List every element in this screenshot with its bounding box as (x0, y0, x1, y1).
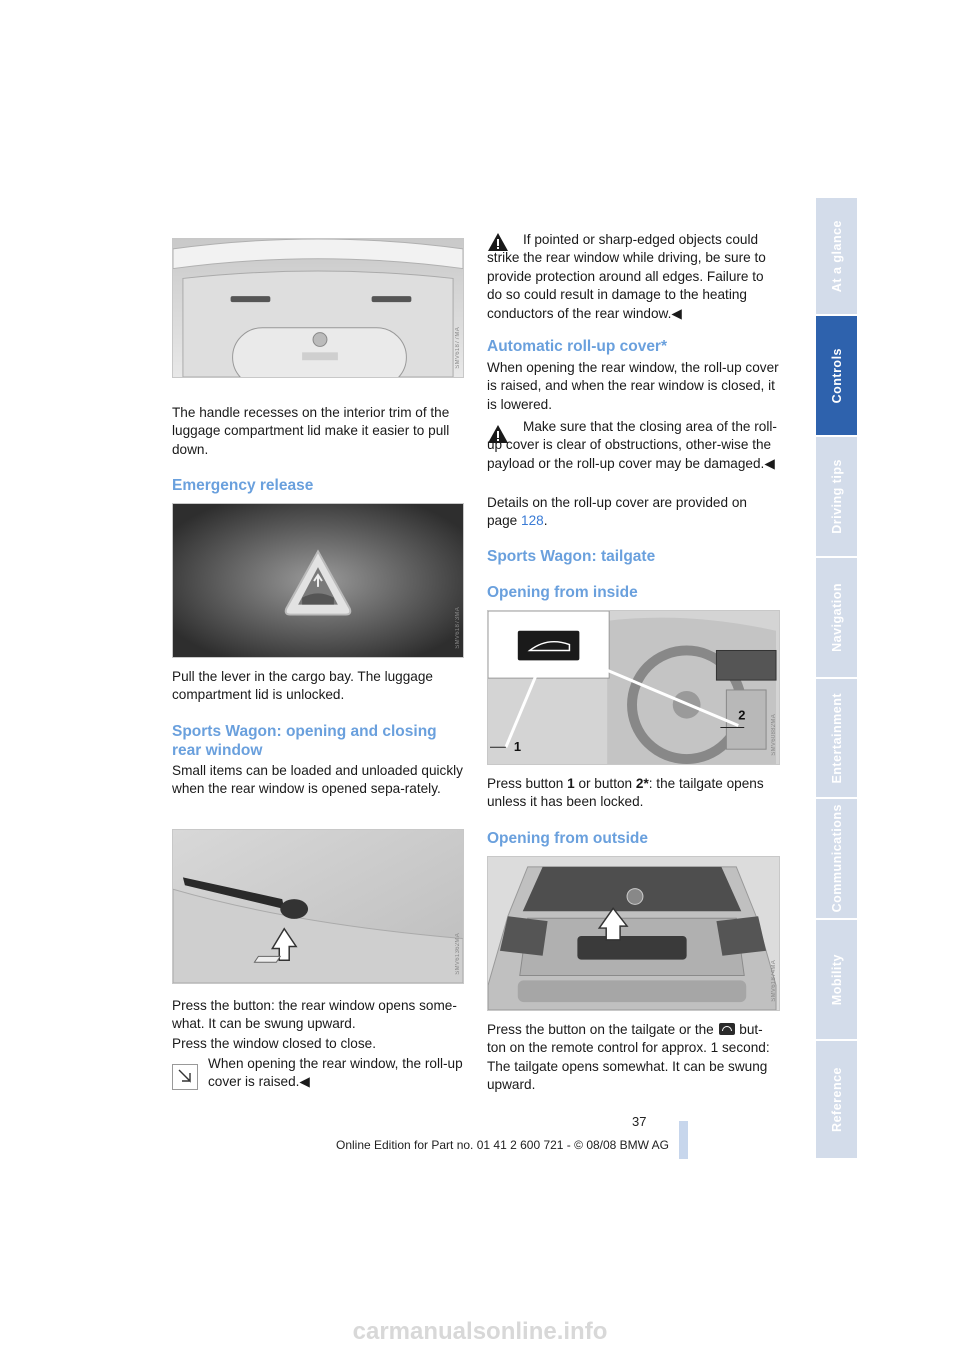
tab-entertainment[interactable] (816, 679, 857, 799)
heading-opening-from-outside: Opening from outside (487, 830, 649, 847)
button-ref-1: 1 (567, 776, 575, 791)
heading-wagon-tailgate: Sports Wagon: tailgate (487, 548, 656, 565)
note-icon (172, 1064, 198, 1090)
tab-label: Reference (829, 1067, 844, 1132)
tab-label: Driving tips (829, 459, 844, 534)
tab-driving-tips[interactable] (816, 437, 857, 558)
figure-code: SMV61873MA (455, 607, 461, 649)
tab-navigation[interactable] (816, 558, 857, 679)
figure-rear-window-button (172, 829, 464, 984)
callout-2: 2 (738, 707, 746, 723)
remote-tailgate-button-icon (719, 1023, 735, 1035)
figure-opening-from-outside (487, 856, 780, 1011)
text-segment: or button (574, 776, 636, 791)
tab-label: Entertainment (829, 692, 844, 784)
paragraph-handle-recesses: The handle recesses on the interior trim of the luggage compartment lid make it easier to pull down. (172, 405, 450, 457)
tab-mobility[interactable] (816, 920, 857, 1041)
tab-communications[interactable] (816, 799, 857, 920)
figure-code: SMV60882MA (771, 714, 777, 756)
tab-label: Communications (829, 804, 844, 913)
text-segment: Press the button on the tailgate or the (487, 1022, 718, 1037)
rear-window-button-illustration (173, 830, 463, 983)
heading-emergency-release: Emergency release (172, 477, 314, 494)
tab-controls[interactable] (816, 316, 857, 437)
text-segment: : the tailgate opens unless it has been locked. (487, 776, 764, 810)
page-link-128[interactable]: 128 (521, 513, 544, 529)
paragraph-opening-outside (487, 1021, 780, 1095)
paragraph-press-window-closed: Press the window closed to close. (172, 1036, 377, 1051)
figure-emergency-release (172, 503, 464, 658)
paragraph-pull-lever: Pull the lever in the cargo bay. The luggage compartment lid is unlocked. (172, 669, 433, 703)
tab-label: Mobility (829, 953, 844, 1006)
text-segment: but-ton on the remote control for approx. 1 second: The tailgate opens somewhat. It can be swung upward. (487, 1022, 770, 1093)
page-number: 37 (632, 1114, 647, 1129)
paragraph-roll-up-cover: When opening the rear window, the roll-up cover is raised, and when the rear window is closed, it is lowered. (487, 360, 779, 412)
tab-label: Navigation (829, 583, 844, 652)
text-segment: Press button (487, 776, 568, 791)
tab-label: Controls (829, 347, 844, 404)
paragraph-press-button-rear-window: Press the button: the rear window opens some-what. It can be swung upward. (172, 998, 457, 1032)
details-text: Details on the roll-up cover are provided on page (487, 495, 747, 529)
figure-trunk-lid-handles (172, 238, 464, 378)
paragraph-roll-up-details (487, 494, 780, 531)
heading-wagon-rear-window: Sports Wagon: opening and closing rear window (172, 723, 437, 759)
tab-label: At a glance (829, 219, 844, 293)
warning-closing-area: Make sure that the closing area of the roll-up cover is clear of obstructions, other-wise the payload or the roll-up cover may be damaged.◀ (487, 419, 777, 471)
emergency-release-illustration (173, 504, 463, 657)
button-ref-2: 2* (635, 776, 649, 791)
details-period: . (543, 513, 548, 529)
trunk-lid-illustration (173, 239, 463, 377)
figure-code: SMV61877MA (455, 327, 461, 369)
dashboard-illustration (488, 611, 779, 764)
heading-roll-up-cover: Automatic roll-up cover* (487, 338, 667, 355)
figure-code: SMV61874MA (771, 960, 777, 1002)
warning-sharp-objects: If pointed or sharp-edged objects could strike the rear window while driving, be sure to provide protection around all edges. Failure to do so could result in damage to the heating conductors of the rear window.◀ (487, 232, 766, 321)
heading-opening-from-inside: Opening from inside (487, 584, 638, 601)
paragraph-small-items: Small items can be loaded and unloaded quickly when the rear window is opened sepa-rately. (172, 763, 463, 797)
figure-code: SMV61362MA (455, 933, 461, 975)
figure-opening-from-inside (487, 610, 780, 765)
tab-at-a-glance[interactable] (816, 198, 857, 316)
paragraph-opening-inside (487, 775, 780, 812)
tailgate-illustration (488, 857, 779, 1010)
note-roll-up-cover-raised: When opening the rear window, the roll-up cover is raised.◀ (208, 1056, 463, 1090)
callout-1: 1 (513, 739, 522, 755)
watermark: carmanualsonline.info (352, 1318, 608, 1345)
footer-edition: Online Edition for Part no. 01 41 2 600 721 - © 08/08 BMW AG (335, 1138, 670, 1152)
